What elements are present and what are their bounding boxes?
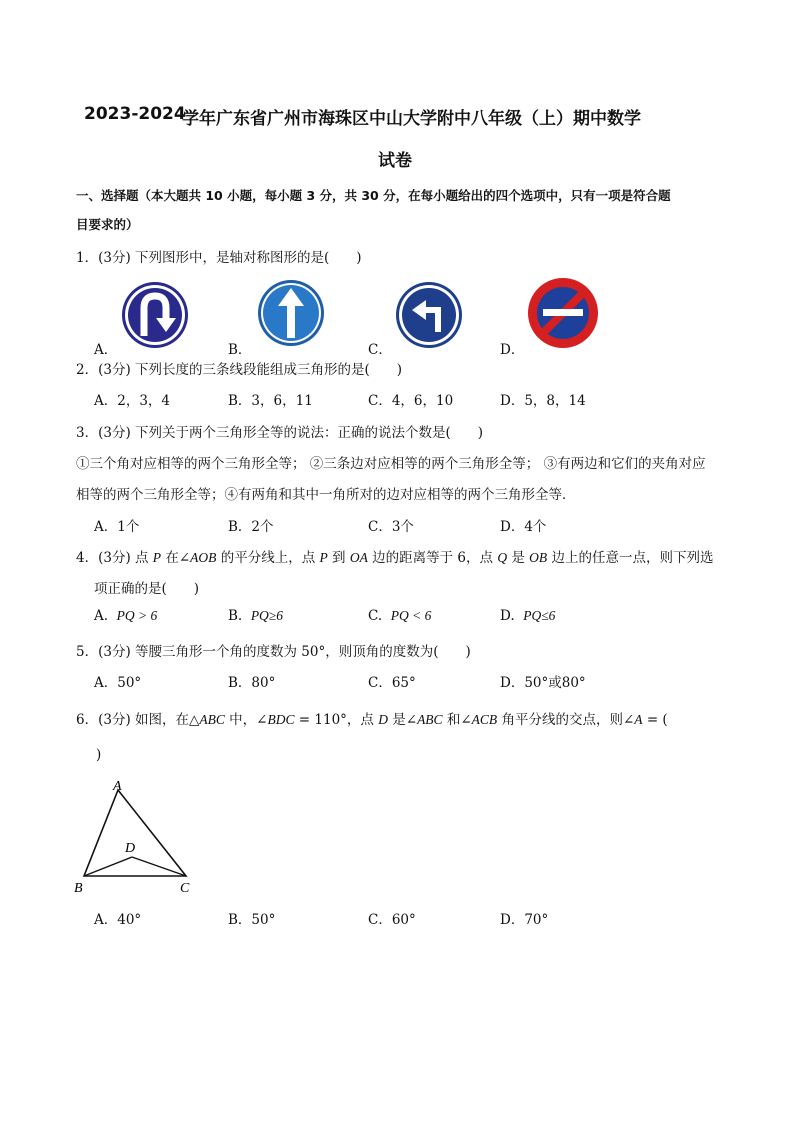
q6-stem-line2: ) <box>96 747 102 763</box>
q6-var-abc: ABC <box>417 712 443 727</box>
q6-text: = 110°，点 <box>294 712 379 728</box>
q6-text: 角平分线的交点，则∠ <box>497 712 635 728</box>
q5-option-c[interactable]: C．65° <box>368 675 416 691</box>
q5-option-d[interactable]: D．50°或80° <box>500 675 586 691</box>
label-a: A <box>113 779 122 794</box>
q4-text: 的平分线上，点 <box>216 550 320 566</box>
q6-option-a[interactable]: A．40° <box>94 912 142 928</box>
q6-text: 6．(3分) 如图，在△ <box>76 712 200 728</box>
q5-stem: 5．(3分) 等腰三角形一个角的度数为 50°，则顶角的度数为( ) <box>76 644 471 660</box>
q4-option-letter: A. <box>94 608 109 624</box>
q6-stem-line1 <box>76 708 668 728</box>
q4-text: 4．(3分) 点 <box>76 550 153 566</box>
q2-option-a[interactable]: A．2，3，4 <box>94 393 171 409</box>
no-parking-sign-icon <box>527 277 599 349</box>
q1-stem: 1．(3分) 下列图形中，是轴对称图形的是( ) <box>76 250 362 266</box>
q1-option-c[interactable]: C． <box>368 342 392 358</box>
q3-option-c[interactable]: C．3个 <box>368 519 414 535</box>
title-line2: 试卷 <box>378 151 412 171</box>
q1-option-b[interactable]: B． <box>228 342 252 358</box>
q4-option-expr: PQ < 6 <box>390 608 432 623</box>
q4-option-letter: B. <box>228 608 243 624</box>
q4-var-ob: OB <box>529 550 548 565</box>
q6-text: 中，∠ <box>224 712 268 728</box>
label-d: D <box>125 841 136 856</box>
triangle-abc <box>84 790 186 876</box>
q6-option-d[interactable]: D．70° <box>500 912 549 928</box>
q2-option-c[interactable]: C．4，6，10 <box>368 393 454 409</box>
q3-option-b[interactable]: B．2个 <box>228 519 274 535</box>
q6-option-c[interactable]: C．60° <box>368 912 416 928</box>
q4-text: 边的距离等于 6，点 <box>367 550 498 566</box>
q4-option-b[interactable] <box>228 608 283 624</box>
section-header-line1: 一、选择题（本大题共 10 小题，每小题 3 分，共 30 分，在每小题给出的四个选项中，只有一项是符合题 <box>76 188 671 203</box>
q6-text: 是∠ <box>387 712 418 728</box>
q3-body-line2: 相等的两个三角形全等；④有两角和其中一角所对的边对应相等的两个三角形全等． <box>76 487 576 503</box>
straight-arrow-sign-icon <box>256 278 326 348</box>
q6-var-acb: ACB <box>471 712 498 727</box>
q4-option-a[interactable] <box>94 608 157 624</box>
q2-option-d[interactable]: D．5，8，14 <box>500 393 586 409</box>
q4-option-c[interactable] <box>368 608 431 624</box>
q4-text: 到 <box>327 550 350 566</box>
q6-var-bdc: BDC <box>267 712 295 727</box>
q4-option-expr: PQ > 6 <box>116 608 158 623</box>
label-c: C <box>180 881 190 896</box>
q5-option-b[interactable]: B．80° <box>228 675 276 691</box>
q6-text: 和∠ <box>442 712 472 728</box>
label-b: B <box>74 881 83 896</box>
q4-var-p: P <box>152 550 162 565</box>
q6-var-a: A <box>634 712 643 727</box>
q4-var-q: Q <box>497 550 508 565</box>
left-turn-arrow-sign-icon <box>394 280 464 350</box>
q6-var-abc: ABC <box>199 712 225 727</box>
q2-stem: 2．(3分) 下列长度的三条线段能组成三角形的是( ) <box>76 362 403 378</box>
u-turn-sign-icon <box>120 280 190 350</box>
title-year: 2023-2024 <box>84 104 186 124</box>
q4-text: 在∠ <box>161 550 191 566</box>
triangle-figure <box>70 776 200 904</box>
q4-var-oa: OA <box>349 550 368 565</box>
q4-text: 是 <box>507 550 530 566</box>
q3-option-d[interactable]: D．4个 <box>500 519 547 535</box>
title-line1: 学年广东省广州市海珠区中山大学附中八年级（上）期中数学 <box>182 109 641 129</box>
q6-var-d: D <box>378 712 388 727</box>
q4-option-expr: PQ≤6 <box>523 608 556 623</box>
q4-text: 边上的任意一点，则下列选 <box>547 550 714 566</box>
q5-option-a[interactable]: A．50° <box>94 675 142 691</box>
section-header-line2: 目要求的） <box>76 217 139 232</box>
q4-option-letter: C. <box>368 608 383 624</box>
q3-body-line1: ①三个角对应相等的两个三角形全等； ②三条边对应相等的两个三角形全等； ③有两边和它们的夹角对应 <box>76 456 706 472</box>
q2-option-b[interactable]: B．3，6，11 <box>228 393 313 409</box>
q4-stem-line2: 项正确的是( ) <box>94 581 200 597</box>
q1-option-d[interactable]: D． <box>500 342 525 358</box>
q6-option-b[interactable]: B．50° <box>228 912 276 928</box>
q4-stem-line1 <box>76 546 713 566</box>
q4-var-aob: AOB <box>190 550 217 565</box>
q4-option-d[interactable] <box>500 608 555 624</box>
q4-option-letter: D. <box>500 608 515 624</box>
q1-option-a[interactable]: A． <box>94 342 118 358</box>
q3-option-a[interactable]: A．1个 <box>94 519 140 535</box>
q6-text: = ( <box>642 712 668 728</box>
q4-option-expr: PQ≥6 <box>250 608 283 623</box>
q4-var-p: P <box>319 550 328 565</box>
q3-stem: 3．(3分) 下列关于两个三角形全等的说法：正确的说法个数是( ) <box>76 425 484 441</box>
